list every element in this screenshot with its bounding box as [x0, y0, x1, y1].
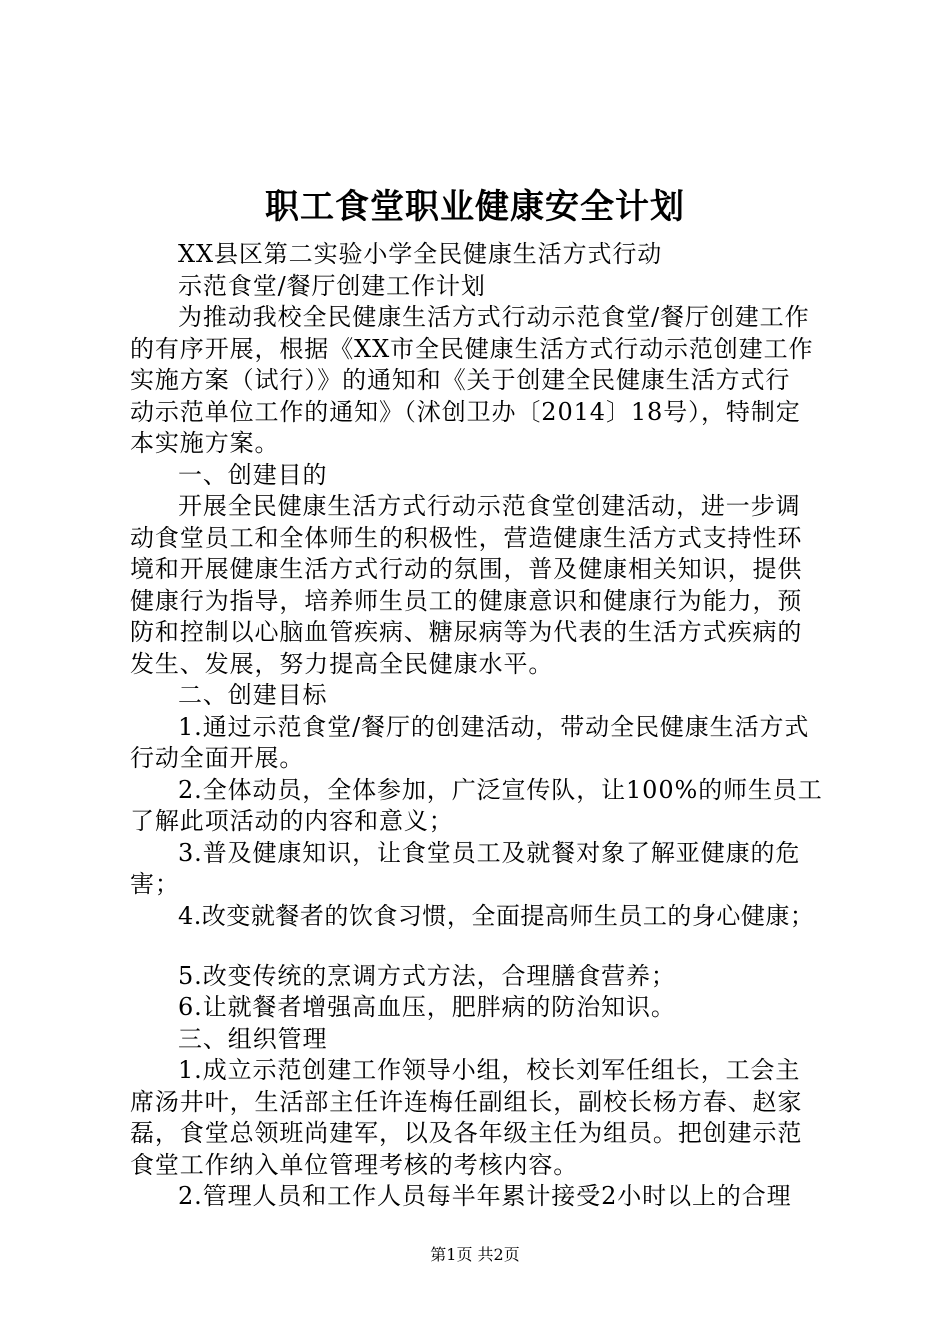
paragraph-line: 健康行为指导，培养师生员工的健康意识和健康行为能力，预	[130, 587, 803, 615]
paragraph-line: 防和控制以心脑血管疾病、糖尿病等为代表的生活方式疾病的	[130, 618, 803, 646]
paragraph-line: 发生、发展，努力提高全民健康水平。	[130, 650, 554, 678]
paragraph-line: 本实施方案。	[130, 429, 280, 457]
list-item: 5.改变传统的烹调方式方法，合理膳食营养；	[178, 962, 676, 990]
list-item: 了解此项活动的内容和意义；	[130, 807, 454, 835]
page-number-footer: 第1页 共2页	[430, 1245, 520, 1264]
section-heading: 一、创建目的	[178, 461, 328, 489]
list-item: 3.普及健康知识，让食堂员工及就餐对象了解亚健康的危	[178, 839, 801, 867]
paragraph-line: 开展全民健康生活方式行动示范食堂创建活动，进一步调	[178, 492, 801, 520]
subtitle-line: XX县区第二实验小学全民健康生活方式行动	[178, 240, 663, 268]
list-item: 食堂工作纳入单位管理考核的考核内容。	[130, 1151, 579, 1179]
list-item: 1.成立示范创建工作领导小组，校长刘军任组长，工会主	[178, 1056, 801, 1084]
list-item: 1.通过示范食堂/餐厅的创建活动，带动全民健康生活方式	[178, 713, 810, 741]
list-item: 2.全体动员，全体参加，广泛宣传队，让100%的师生员工	[178, 776, 823, 804]
subtitle-line: 示范食堂/餐厅创建工作计划	[178, 272, 486, 300]
paragraph-line: 的有序开展，根据《XX市全民健康生活方式行动示范创建工作	[130, 335, 814, 363]
list-item: 4.改变就餐者的饮食习惯，全面提高师生员工的身心健康；	[178, 902, 815, 930]
list-item: 2.管理人员和工作人员每半年累计接受2小时以上的合理	[178, 1182, 792, 1210]
paragraph-line: 实施方案（试行）》的通知和《关于创建全民健康生活方式行	[130, 366, 791, 394]
section-heading: 二、创建目标	[178, 681, 328, 709]
paragraph-line: 为推动我校全民健康生活方式行动示范食堂/餐厅创建工作	[178, 303, 810, 331]
list-item: 行动全面开展。	[130, 744, 305, 772]
section-heading: 三、组织管理	[178, 1025, 328, 1053]
paragraph-line: 动示范单位工作的通知》（沭创卫办〔2014〕18号），特制定	[130, 398, 801, 426]
list-item: 害；	[130, 870, 180, 898]
document-title: 职工食堂职业健康安全计划	[265, 187, 685, 227]
list-item: 席汤井叶，生活部主任许连梅任副组长，副校长杨方春、赵家	[130, 1088, 803, 1116]
paragraph-line: 动食堂员工和全体师生的积极性，营造健康生活方式支持性环	[130, 524, 803, 552]
list-item: 磊，食堂总领班尚建军，以及各年级主任为组员。把创建示范	[130, 1119, 803, 1147]
list-item: 6.让就餐者增强高血压，肥胖病的防治知识。	[178, 993, 676, 1021]
paragraph-line: 境和开展健康生活方式行动的氛围，普及健康相关知识，提供	[130, 555, 803, 583]
